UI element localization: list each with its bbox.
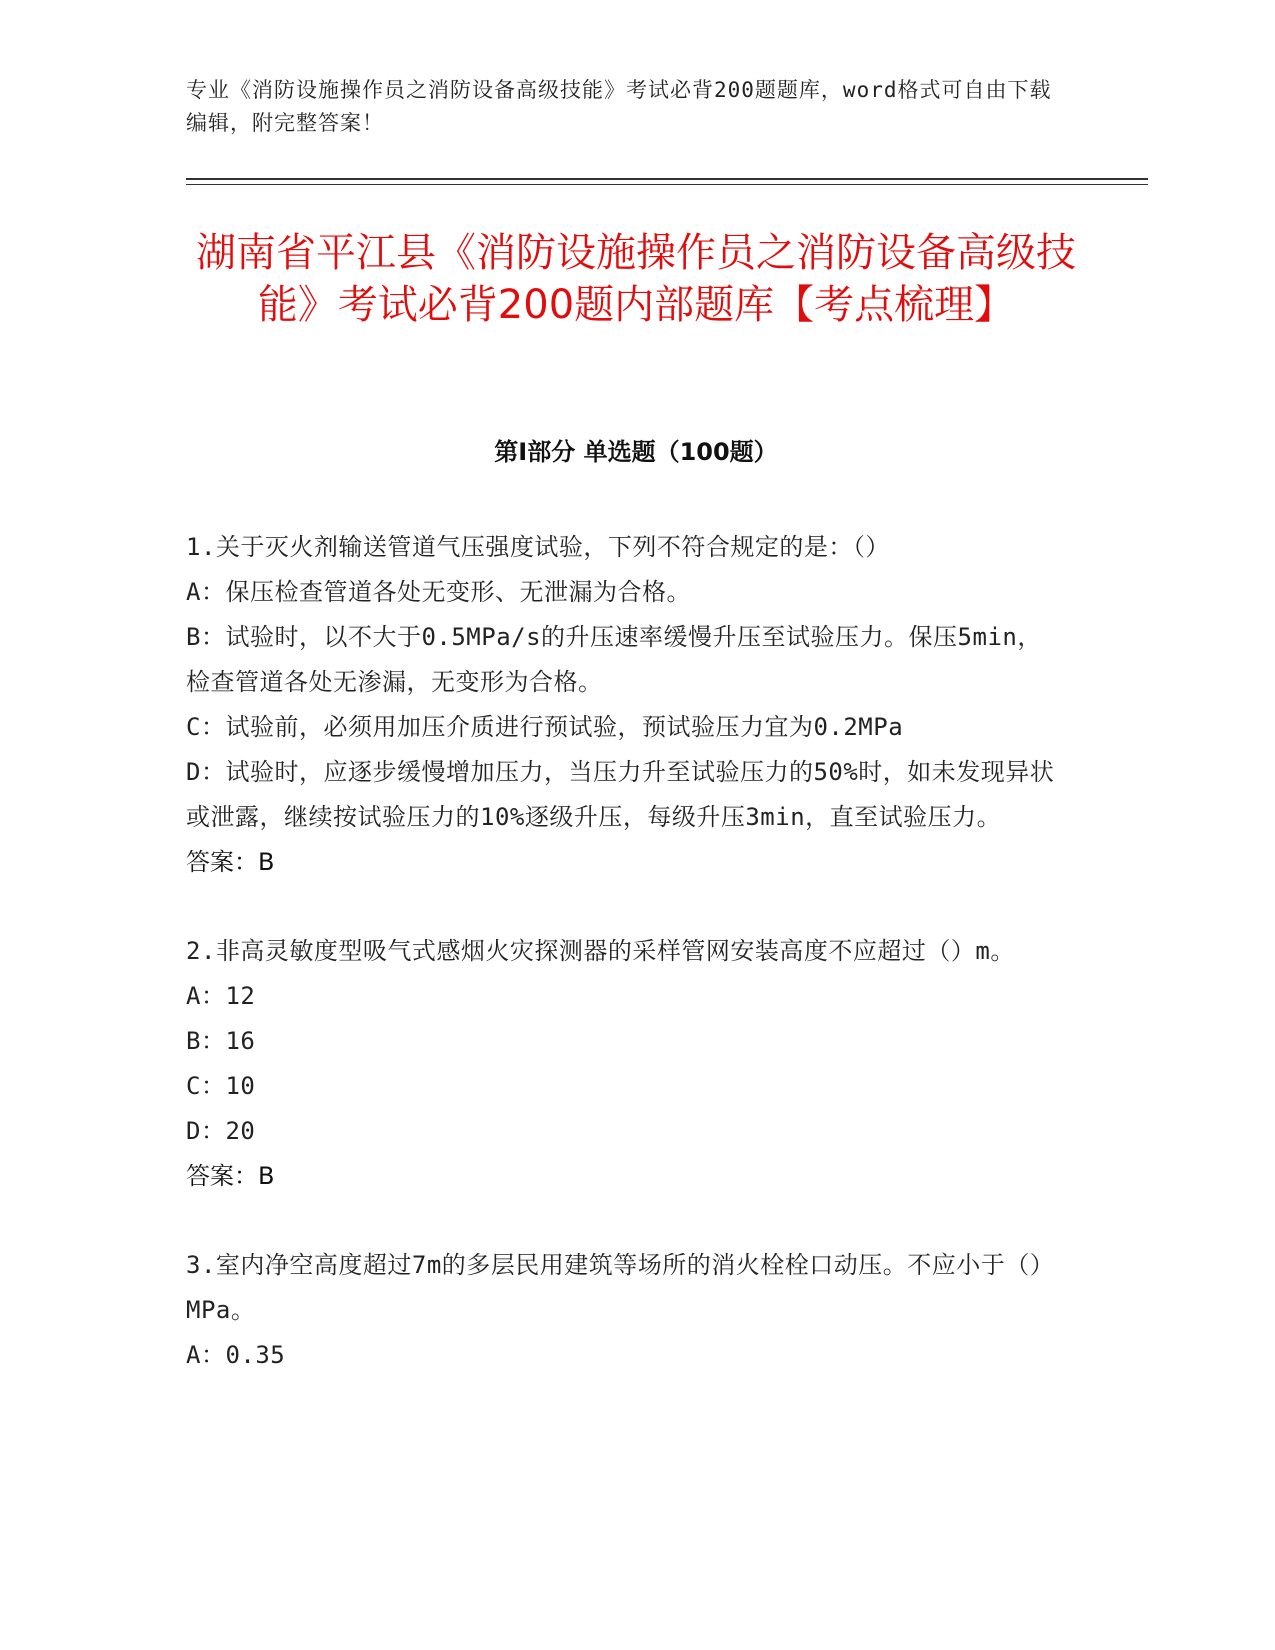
question-stem: 1.关于灭火剂输送管道气压强度试验，下列不符合规定的是：（） bbox=[186, 533, 890, 561]
question-3 bbox=[186, 1243, 1066, 1378]
answer: 答案：B bbox=[186, 1162, 275, 1190]
option-a: A：0.35 bbox=[186, 1341, 286, 1369]
option-d: D：试验时，应逐步缓慢增加压力，当压力升至试验压力的50%时，如未发现异状或泄露，继续按试验压力的10%逐级升压，每级升压3min，直至试验压力。 bbox=[186, 758, 1055, 831]
section-title: 第Ⅰ部分 单选题（100题） bbox=[494, 438, 778, 466]
question-stem: 3.室内净空高度超过7m的多层民用建筑等场所的消火栓栓口动压。不应小于（）MPa。 bbox=[186, 1251, 1055, 1324]
question-list bbox=[186, 525, 1066, 1422]
header-rule-thick bbox=[186, 178, 1148, 180]
question-2 bbox=[186, 929, 1066, 1199]
question-stem: 2.非高灵敏度型吸气式感烟火灾探测器的采样管网安装高度不应超过（）m。 bbox=[186, 937, 1015, 965]
option-c: C：试验前，必须用加压介质进行预试验，预试验压力宜为0.2MPa bbox=[186, 713, 904, 741]
option-d: D：20 bbox=[186, 1117, 256, 1145]
answer: 答案：B bbox=[186, 848, 275, 876]
option-a: A：12 bbox=[186, 982, 256, 1010]
header-note: 专业《消防设施操作员之消防设备高级技能》考试必背200题题库，word格式可自由下载编辑，附完整答案！ bbox=[186, 78, 1052, 135]
option-a: A：保压检查管道各处无变形、无泄漏为合格。 bbox=[186, 578, 691, 606]
document-title: 湖南省平江县《消防设施操作员之消防设备高级技能》考试必背200题内部题库【考点梳理】 bbox=[196, 230, 1076, 328]
option-c: C：10 bbox=[186, 1072, 256, 1100]
option-b: B：16 bbox=[186, 1027, 256, 1055]
option-b: B：试验时，以不大于0.5MPa/s的升压速率缓慢升压至试验压力。保压5min，检查管道各处无渗漏，无变形为合格。 bbox=[186, 623, 1042, 696]
question-1 bbox=[186, 525, 1066, 885]
header-rule-thin bbox=[186, 184, 1148, 185]
